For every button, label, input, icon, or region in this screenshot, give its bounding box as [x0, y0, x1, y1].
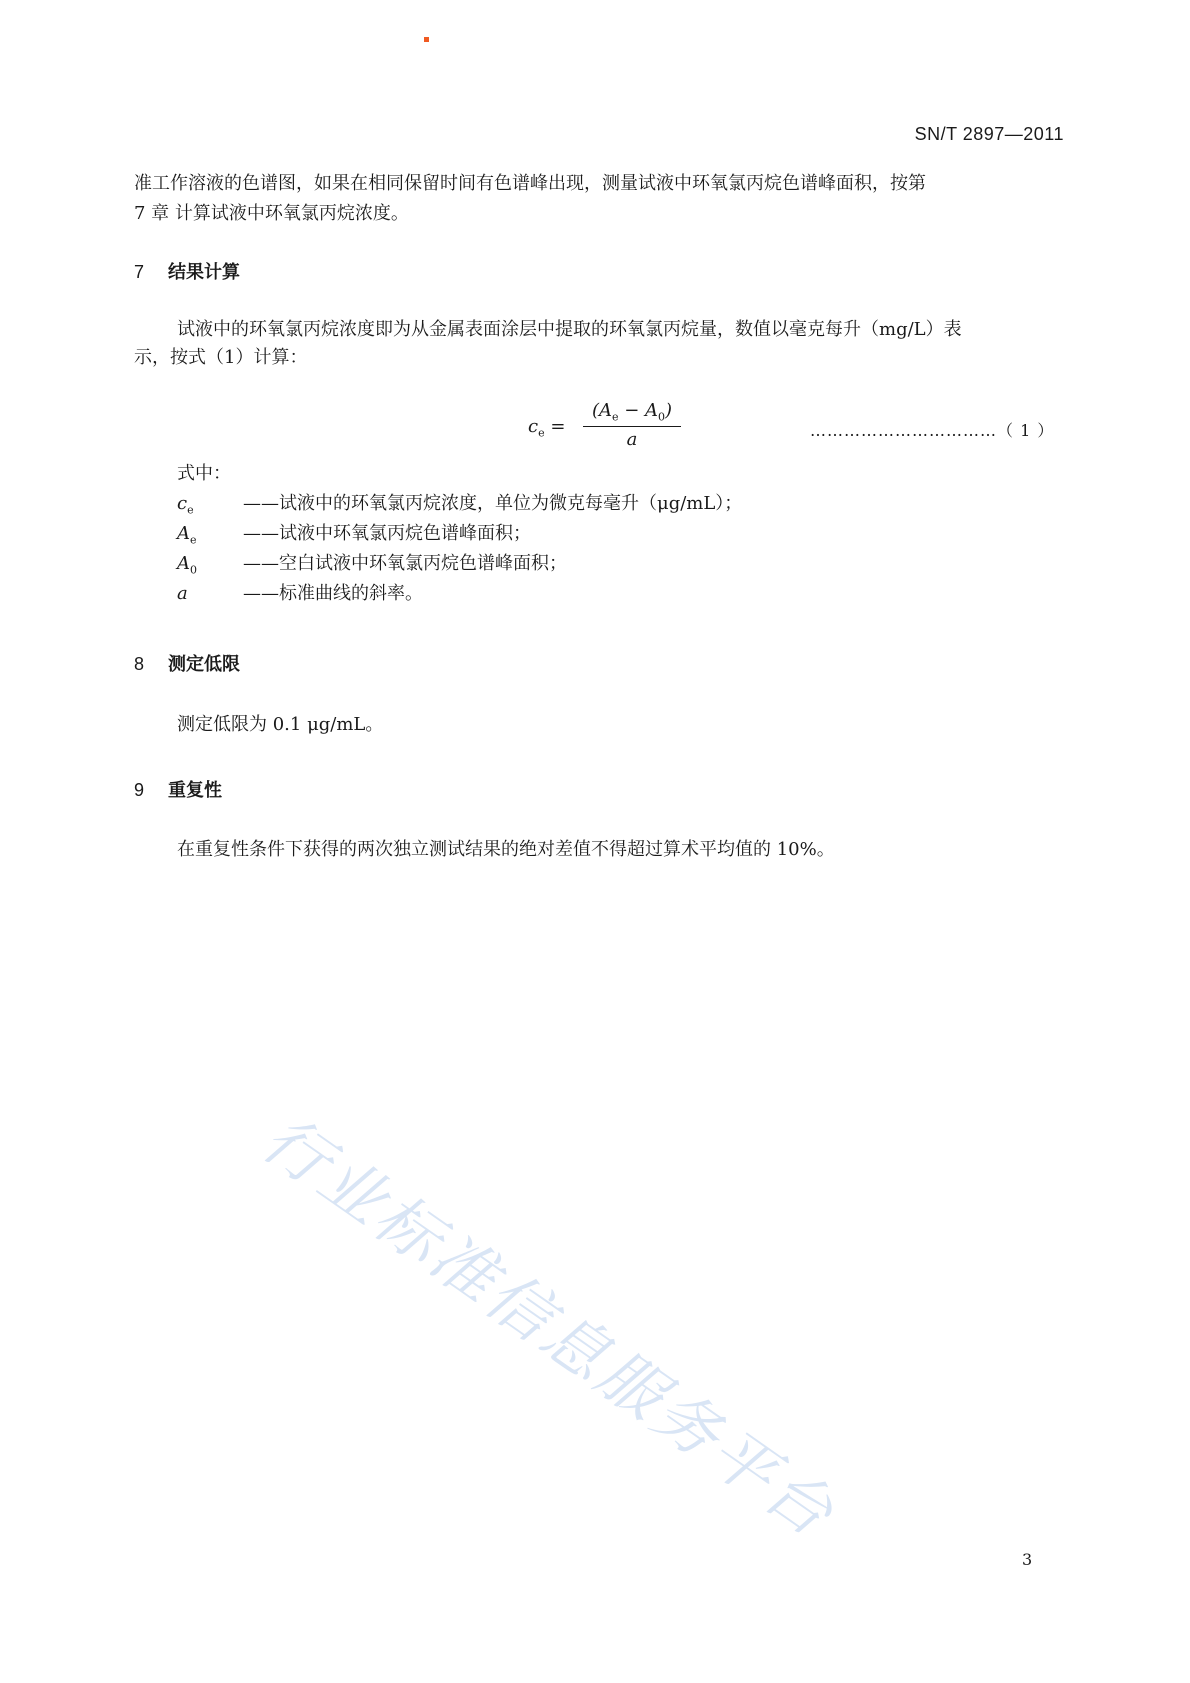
section-title: 测定低限 — [168, 654, 240, 674]
variable-description: ——试液中环氧氯丙烷色谱峰面积； — [243, 523, 531, 544]
where-label: 式中： — [177, 463, 231, 484]
section-8-text: 测定低限为 0.1 μg/mL。 — [177, 714, 384, 735]
section-title: 重复性 — [168, 780, 222, 800]
section-7-heading — [134, 258, 240, 284]
variable-ce — [177, 492, 742, 523]
section-9-text: 在重复性条件下获得的两次独立测试结果的绝对差值不得超过算术平均值的 10%。 — [177, 839, 835, 860]
section-title: 结果计算 — [168, 262, 240, 282]
orange-corner-mark — [424, 37, 429, 42]
variable-a — [177, 582, 423, 613]
section-9-heading — [134, 776, 222, 802]
section-7-line-1: 试液中的环氧氯丙烷浓度即为从金属表面涂层中提取的环氧氯丙烷量，数值以毫克每升（mg/L）表 — [177, 319, 962, 340]
continuation-line-1: 准工作溶液的色谱图，如果在相同保留时间有色谱峰出现，测量试液中环氧氯丙烷色谱峰面积，按第 — [134, 173, 926, 194]
formula-denominator: a — [626, 428, 638, 450]
variable-description: ——空白试液中环氧氯丙烷色谱峰面积； — [243, 553, 567, 574]
section-number: 7 — [134, 262, 145, 282]
variable-description: ——标准曲线的斜率。 — [243, 583, 423, 604]
variable-symbol: $A_0$ — [177, 553, 197, 577]
formula-fraction — [583, 400, 681, 450]
section-number: 9 — [134, 780, 145, 800]
variable-symbol: $c_e$ — [177, 493, 194, 517]
equation-number: ……………………………（ 1 ） — [810, 421, 1055, 440]
formula-lhs: $c_e$ = — [528, 416, 566, 440]
formula-numerator: $(A_e - A_0)$ — [583, 400, 681, 427]
section-number: 8 — [134, 654, 145, 674]
variable-symbol: $A_e$ — [177, 523, 197, 547]
continuation-line-2: 7 章 计算试液中环氧氯丙烷浓度。 — [134, 203, 409, 224]
section-7-line-2: 示，按式（1）计算： — [134, 347, 308, 368]
variable-A0 — [177, 552, 567, 583]
variable-symbol: a — [177, 583, 188, 604]
page-number: 3 — [1022, 1550, 1033, 1569]
section-8-heading — [134, 650, 240, 676]
standard-code: SN/T 2897—2011 — [914, 124, 1064, 144]
watermark-text: 行业标准信息服务平台 — [248, 1102, 849, 1553]
variable-Ae — [177, 522, 531, 553]
variable-description: ——试液中的环氧氯丙烷浓度，单位为微克每毫升（μg/mL）； — [243, 493, 743, 514]
